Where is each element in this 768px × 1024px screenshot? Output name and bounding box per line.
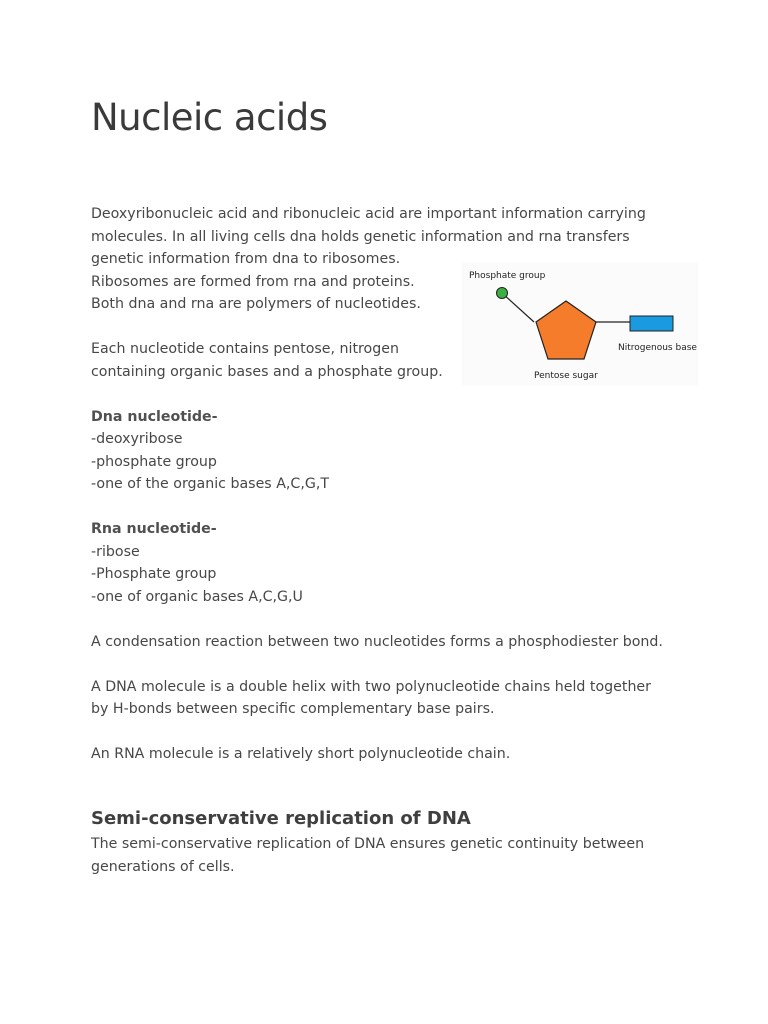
spacer (91, 721, 691, 744)
phosphate-group-label: Phosphate group (469, 271, 546, 281)
nucleotide-diagram (462, 262, 698, 386)
dna-nucleotide-item: -deoxyribose (91, 431, 183, 447)
phosphate-bond-line (502, 293, 534, 322)
nitrogenous-base-rect (630, 316, 673, 331)
rna-nucleotide-item: -ribose (91, 543, 140, 560)
nucleotide-desc-line: containing organic bases and a phosphate group. (91, 363, 443, 380)
spacer (91, 383, 691, 406)
intro-line: Both dna and rna are polymers of nucleotides. (91, 296, 421, 312)
condensation-text: A condensation reaction between two nucleotides forms a phosphodiester bond. (91, 633, 663, 650)
rna-nucleotide-heading: Rna nucleotide- (91, 521, 217, 537)
dna-nucleotide-heading: Dna nucleotide- (91, 408, 218, 425)
intro-line: Ribosomes are formed from rna and proteins. (91, 273, 415, 290)
rna-nucleotide-item: -one of organic bases A,C,G,U (91, 588, 303, 605)
spacer (91, 496, 691, 519)
intro-line: Deoxyribonucleic acid and ribonucleic acid are important information carrying (91, 206, 646, 222)
spacer (91, 653, 691, 676)
rna-molecule-text: An RNA molecule is a relatively short polynucleotide chain. (91, 746, 511, 762)
semi-conservative-line: The semi-conservative replication of DNA ensures genetic continuity between (91, 836, 645, 852)
semi-conservative-heading: Semi-conservative replication of DNA (91, 808, 471, 829)
spacer (91, 608, 691, 631)
pentose-sugar-label: Pentose sugar (534, 371, 598, 381)
dna-molecule-line: A DNA molecule is a double helix with two polynucleotide chains held together (91, 678, 651, 695)
semi-conservative-body (91, 833, 691, 878)
nucleotide-desc-line: Each nucleotide contains pentose, nitrogen (91, 341, 399, 357)
page-title: Nucleic acids (91, 96, 328, 139)
dna-nucleotide-item: -one of the organic bases A,C,G,T (91, 476, 330, 492)
phosphate-circle (497, 288, 508, 299)
nucleotide-diagram-svg (462, 262, 698, 386)
semi-conservative-line: generations of cells. (91, 858, 235, 875)
nitrogenous-base-label: Nitrogenous base (618, 343, 697, 353)
intro-line: genetic information from dna to ribosomes. (91, 251, 401, 267)
dna-molecule-line: by H-bonds between specific complementary base pairs. (91, 701, 495, 717)
intro-line: molecules. In all living cells dna holds genetic information and rna transfers (91, 228, 630, 245)
pentose-pentagon (536, 301, 596, 359)
rna-nucleotide-item: -Phosphate group (91, 566, 217, 582)
dna-nucleotide-item: -phosphate group (91, 453, 217, 470)
